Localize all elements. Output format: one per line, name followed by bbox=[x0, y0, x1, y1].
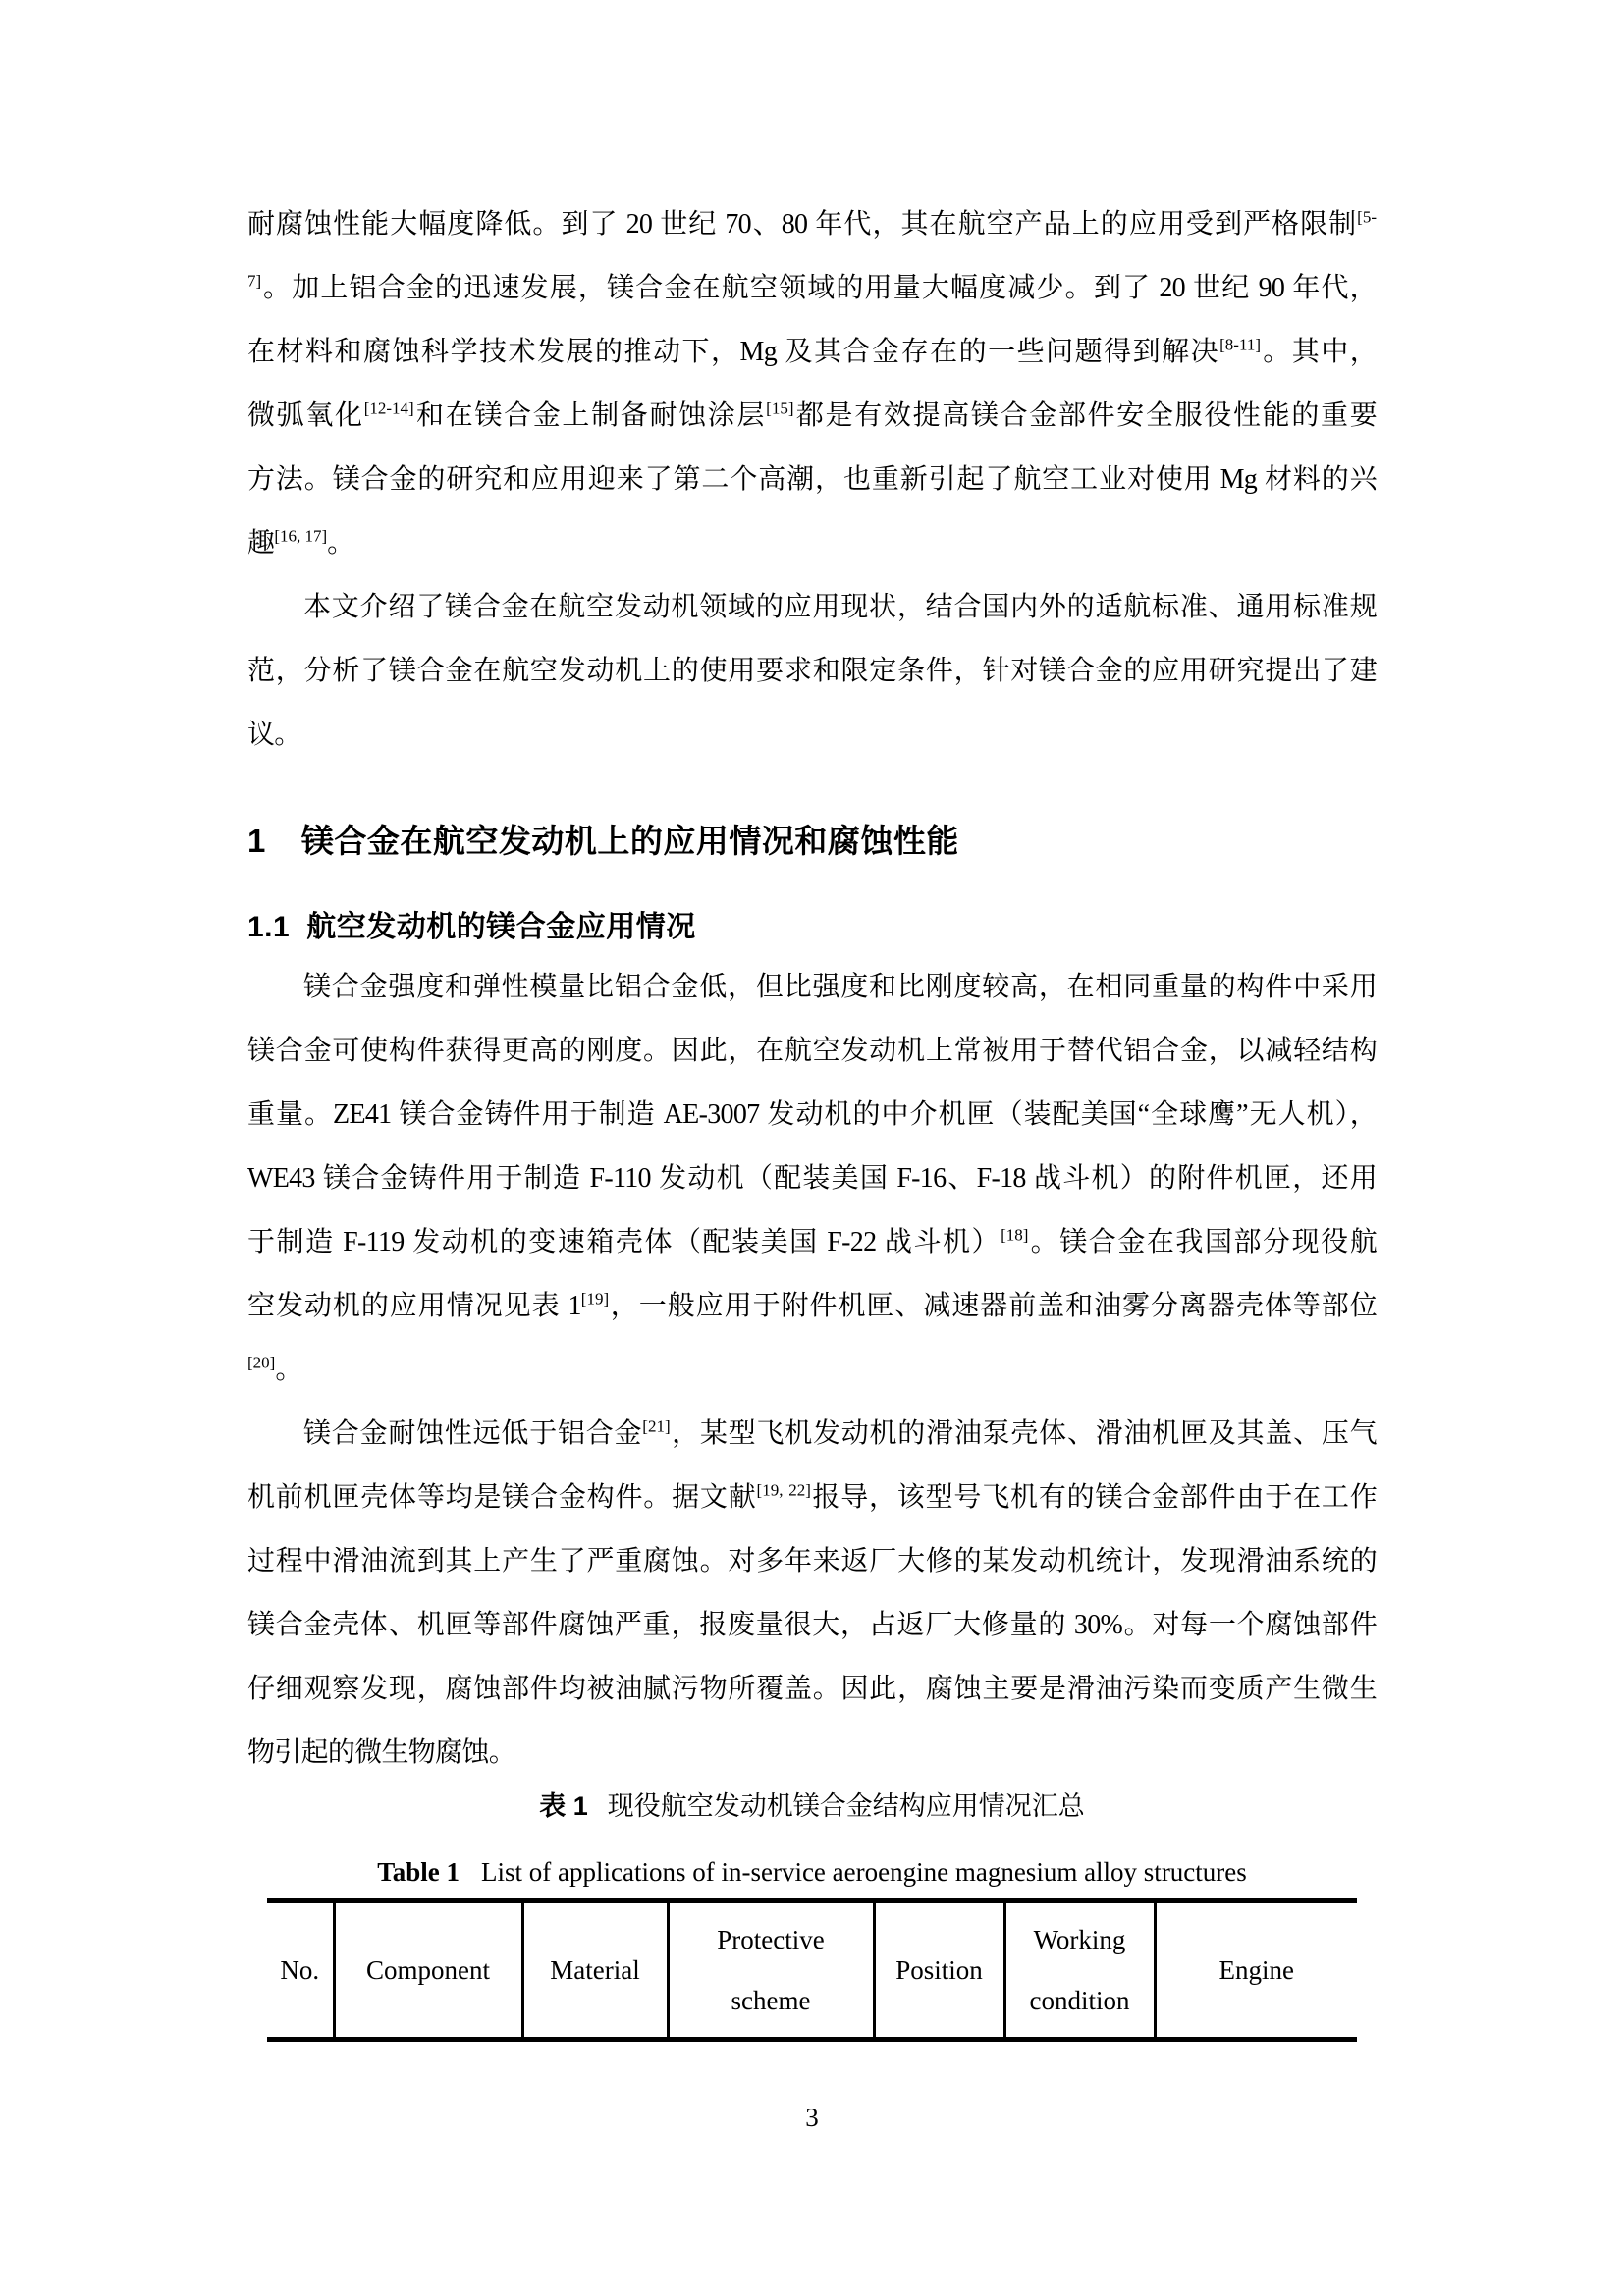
text-line: 镁合金强度和弹性模量比铝合金低，但比强度和比刚度较高，在相同重量的构件中采用 bbox=[303, 972, 1377, 1002]
table-header-component bbox=[334, 1901, 522, 2040]
table-caption-en-label: Table 1 bbox=[377, 1857, 460, 1887]
text-line: [20]。 bbox=[247, 1353, 302, 1385]
citation-superscript: [21] bbox=[642, 1416, 671, 1436]
subsection-heading-1-1 bbox=[247, 906, 1377, 949]
citation-superscript: [20] bbox=[247, 1353, 276, 1372]
citation-superscript: [18] bbox=[1001, 1225, 1029, 1245]
table-caption-en-text: List of applications of in-service aeroengine magnesium alloy structures bbox=[481, 1857, 1247, 1887]
table-caption-zh bbox=[247, 1785, 1377, 1828]
text-line: 过程中滑油流到其上产生了严重腐蚀。对多年来返厂大修的某发动机统计，发现滑油系统的 bbox=[247, 1546, 1377, 1576]
paragraph-2 bbox=[247, 575, 1377, 767]
text-line: 物引起的微生物腐蚀。 bbox=[247, 1737, 516, 1768]
section-number: 1 bbox=[247, 823, 266, 859]
citation-superscript: [12-14] bbox=[363, 399, 414, 418]
cell-line: condition bbox=[1029, 1986, 1130, 2015]
table-caption-zh-text: 现役航空发动机镁合金结构应用情况汇总 bbox=[607, 1791, 1085, 1821]
table-header-engine bbox=[1155, 1901, 1357, 2040]
paragraph-1 bbox=[247, 192, 1377, 575]
text-line: $^{7]}$。加上铝合金的迅速发展，镁合金在航空领域的用量大幅度减少。到了 20 世纪 90 年代， bbox=[247, 271, 1377, 303]
text-line: 空发动机的应用情况见表 1[19]，一般应用于附件机匣、减速器前盖和油雾分离器壳体等部位 bbox=[247, 1289, 1377, 1321]
text-line: 耐腐蚀性能大幅度降低。到了 20 世纪 70、80 年代，其在航空产品上的应用受到严格限制$^{[5-}$ bbox=[247, 207, 1377, 240]
text-line: 趣[16, 17]。 bbox=[247, 526, 354, 559]
subsection-number: 1.1 bbox=[247, 911, 291, 943]
citation-superscript: [8-11] bbox=[1219, 335, 1261, 354]
paragraph-4 bbox=[247, 1402, 1377, 1785]
text-line: 于制造 F-119 发动机的变速箱壳体（配装美国 F-22 战斗机）[18]。镁合金在我国部分现役航 bbox=[247, 1225, 1377, 1257]
paragraph-3 bbox=[247, 955, 1377, 1402]
page-number: 3 bbox=[805, 2103, 819, 2132]
text-line: 方法。镁合金的研究和应用迎来了第二个高潮，也重新引起了航空工业对使用 Mg 材料的兴 bbox=[247, 464, 1377, 495]
cell-line: Engine bbox=[1218, 1955, 1294, 1985]
cell-line: scheme bbox=[731, 1986, 811, 2015]
citation-superscript: [5- bbox=[1357, 207, 1377, 227]
cell-line: Material bbox=[550, 1955, 640, 1985]
section-heading-1 bbox=[247, 818, 1377, 865]
text-line: 机前机匣壳体等均是镁合金构件。据文献[19, 22]报导，该型号飞机有的镁合金部件由于在工作 bbox=[247, 1480, 1377, 1513]
text-line: 本文介绍了镁合金在航空发动机领域的应用现状，结合国内外的适航标准、通用标准规 bbox=[303, 592, 1377, 622]
text-line: 微弧氧化[12-14]和在镁合金上制备耐蚀涂层[15]都是有效提高镁合金部件安全服役性能的重要 bbox=[247, 399, 1377, 431]
cell-line: No. bbox=[280, 1955, 320, 1985]
table-caption-en bbox=[247, 1850, 1377, 1894]
citation-superscript: [15] bbox=[766, 399, 794, 418]
subsection-title: 航空发动机的镁合金应用情况 bbox=[306, 911, 696, 943]
cell-line: Component bbox=[366, 1955, 490, 1985]
text-line: 议。 bbox=[247, 720, 301, 750]
applications-table bbox=[267, 1898, 1357, 2042]
citation-superscript: [16, 17] bbox=[274, 526, 328, 546]
text-line: 镁合金可使构件获得更高的刚度。因此，在航空发动机上常被用于替代铝合金，以减轻结构 bbox=[247, 1036, 1377, 1066]
section-title: 镁合金在航空发动机上的应用情况和腐蚀性能 bbox=[300, 823, 959, 859]
table-header-no bbox=[267, 1901, 334, 2040]
text-line: 在材料和腐蚀科学技术发展的推动下，Mg 及其合金存在的一些问题得到解决[8-11]。其中， bbox=[247, 335, 1377, 367]
table-header-working-condition bbox=[1004, 1901, 1155, 2040]
citation-superscript: [19, 22] bbox=[756, 1480, 811, 1500]
citation-superscript: [19] bbox=[580, 1289, 610, 1308]
cell-line: Working bbox=[1033, 1925, 1126, 1954]
text-line: 范，分析了镁合金在航空发动机上的使用要求和限定条件，针对镁合金的应用研究提出了建 bbox=[247, 656, 1377, 686]
text-line: 镁合金耐蚀性远低于铝合金[21]，某型飞机发动机的滑油泵壳体、滑油机匣及其盖、压气 bbox=[303, 1416, 1377, 1449]
table-header-row bbox=[267, 1901, 1357, 2040]
citation-superscript: 7] bbox=[247, 271, 262, 291]
table-header-position bbox=[874, 1901, 1004, 2040]
table-header-material bbox=[522, 1901, 668, 2040]
table-header-protective-scheme bbox=[668, 1901, 874, 2040]
text-line: WE43 镁合金铸件用于制造 F-110 发动机（配装美国 F-16、F-18 战斗机）的附件机匣，还用 bbox=[247, 1163, 1377, 1194]
text-line: 仔细观察发现，腐蚀部件均被油腻污物所覆盖。因此，腐蚀主要是滑油污染而变质产生微生 bbox=[247, 1674, 1377, 1704]
cell-line: Protective bbox=[717, 1925, 825, 1954]
table-caption-zh-label: 表 1 bbox=[539, 1791, 588, 1821]
cell-line: Position bbox=[895, 1955, 983, 1985]
text-line: 重量。ZE41 镁合金铸件用于制造 AE-3007 发动机的中介机匣（装配美国“全球鹰”无人机）， bbox=[247, 1099, 1377, 1130]
text-line: 镁合金壳体、机匣等部件腐蚀严重，报废量很大，占返厂大修量的 30%。对每一个腐蚀部件 bbox=[247, 1610, 1377, 1640]
